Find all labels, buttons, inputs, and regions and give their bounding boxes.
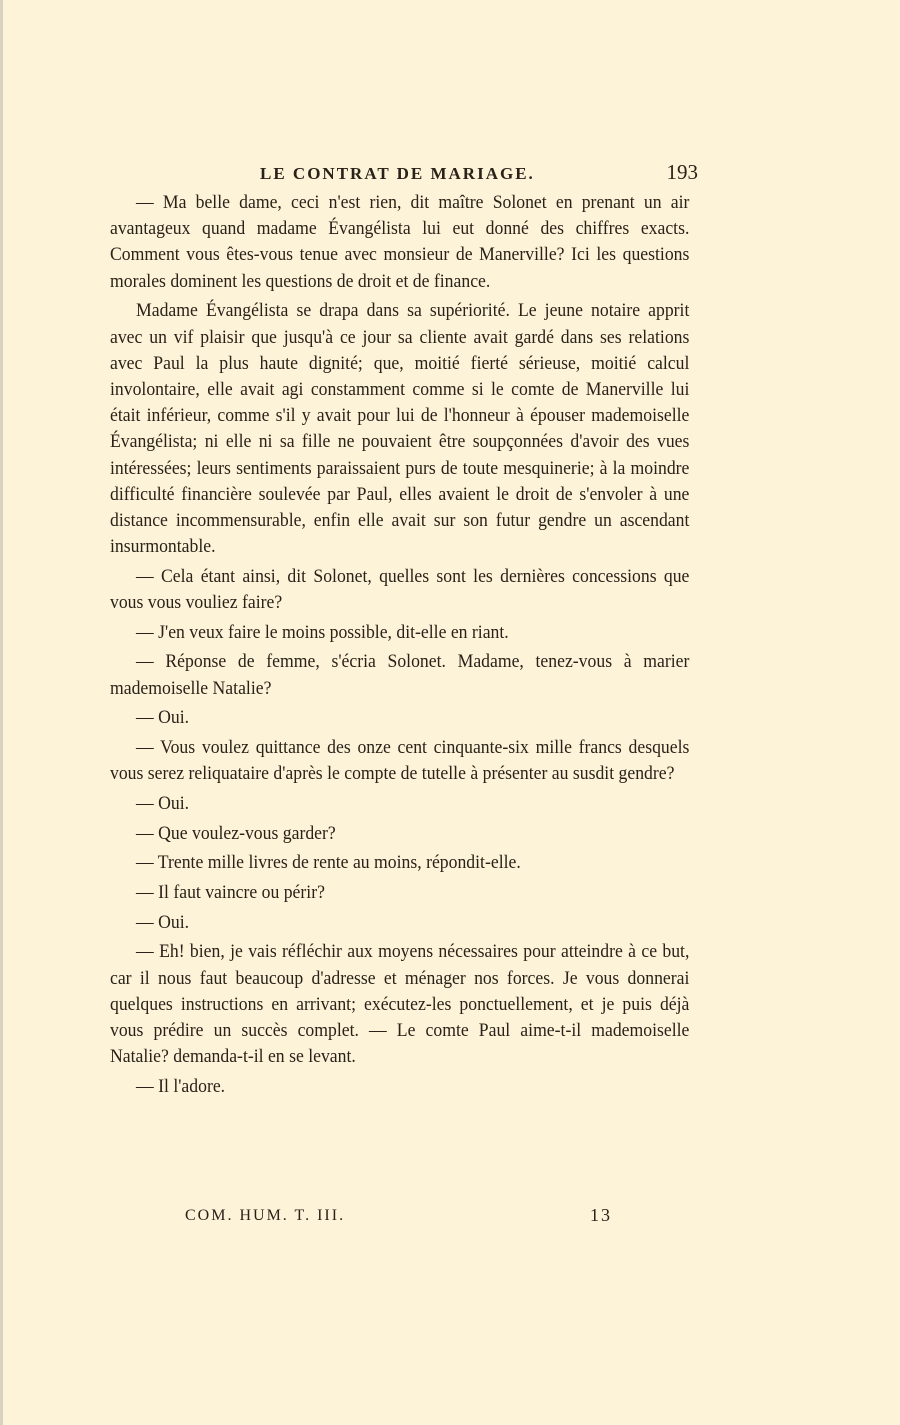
paragraph: — Il faut vaincre ou périr? (136, 882, 325, 904)
page-number: 193 (666, 160, 698, 184)
page-edge (0, 0, 3, 1425)
paragraph: — Il l'adore. (136, 1076, 226, 1097)
paragraph: — Que voulez-vous garder? (136, 822, 336, 844)
body-text (110, 190, 689, 1100)
paragraph: — J'en veux faire le moins possible, dit-elle en riant. (136, 621, 509, 643)
book-page (110, 160, 698, 1104)
paragraph: — Trente mille livres de rente au moins, répondit-elle. (136, 852, 521, 874)
paragraph: — Vous voulez quittance des onze cent cinquante-six mille francs desquels vous serez reliquataire d'après le compte de tutelle à présenter au susdit gendre? (110, 737, 690, 785)
paragraph: Madame Évangélista se drapa dans sa supériorité. Le jeune notaire apprit avec un vif plaisir que jusqu'à ce jour sa cliente avait gardé dans ses relations avec Paul la plus haute dignité; que, moitié fierté sérieuse, moitié calcul involontaire, elle avait agi constamment comme si le comte de Manerville lui était inférieur, comme s'il y avait pour lui de l'honneur à épouser mademoiselle Évangélista; ni elle ni sa fille ne pouvaient être soupçonnées d'avoir des vues intéressées; leurs sentiments paraissaient purs de toute mesquinerie; à la moindre difficulté financière soulevée par Paul, elles avaient le droit de s'envoler à une distance incommensurable, enfin elle avait sur son futur gendre un ascendant insurmontable. (110, 300, 690, 558)
running-title: LE CONTRAT DE MARIAGE. (260, 164, 535, 183)
paragraph: — Ma belle dame, ceci n'est rien, dit maître Solonet en prenant un air avantageux quand madame Évangélista lui eut donné des chiffres exacts. Comment vous êtes-vous tenue avec monsieur de Manerville? Ici les questions morales dominent les questions de droit et de finance. (110, 192, 690, 292)
signature-number: 13 (590, 1205, 612, 1225)
paragraph: — Oui. (136, 707, 190, 729)
paragraph: — Oui. (136, 911, 190, 933)
running-head (110, 160, 698, 190)
paragraph: — Oui. (136, 792, 190, 814)
paragraph: — Cela étant ainsi, dit Solonet, quelles sont les dernières concessions que vous vous vouliez faire? (110, 565, 690, 614)
paragraph: — Eh! bien, je vais réfléchir aux moyens nécessaires pour atteindre à ce but, car il nous faut beaucoup d'adresse et ménager nos forces. Je vous donnerai quelques instructions en arrivant; exécutez-les ponctuellement, et je puis déjà vous prédire un succès complet. — Le comte Paul aime-t-il mademoiselle Natalie? demanda-t-il en se levant. (110, 941, 690, 1068)
paragraph: — Réponse de femme, s'écria Solonet. Madame, tenez-vous à marier mademoiselle Natalie? (110, 651, 690, 699)
signature-mark: COM. HUM. T. III. (185, 1207, 346, 1224)
